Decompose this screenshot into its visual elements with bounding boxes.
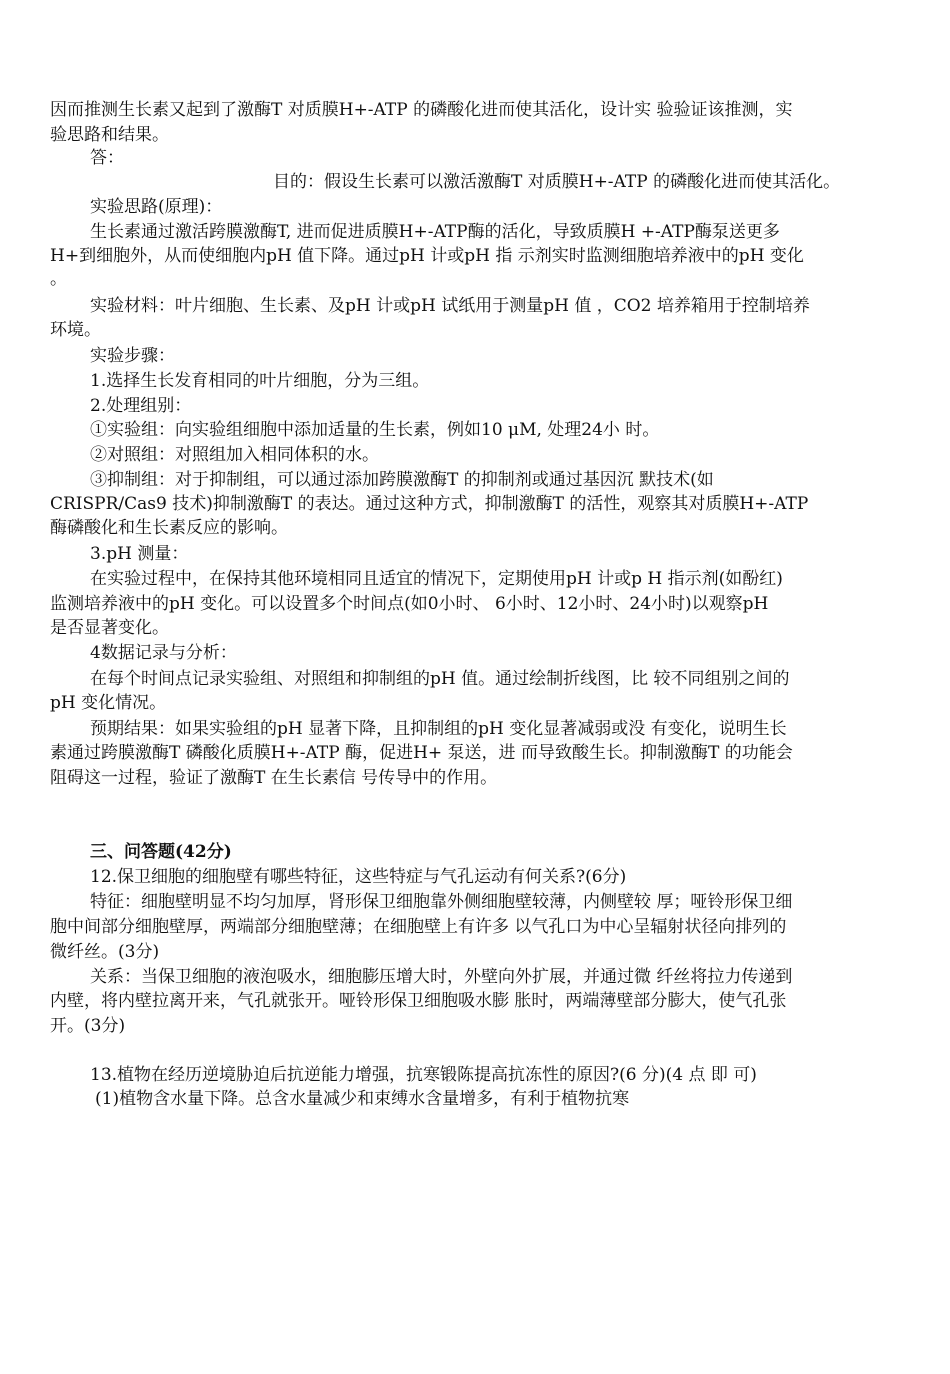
expected-line-2: 素通过跨膜激酶T 磷酸化质膜H+-ATP 酶，促进H+ 泵送，进 而导致酸生长。抑制激酶T 的功能会 — [50, 743, 793, 763]
step-2: 2.处理组别： — [90, 396, 192, 416]
q12-features-line-1: 特征：细胞壁明显不均匀加厚，肾形保卫细胞靠外侧细胞壁较薄，内侧壁较 厚；哑铃形保卫细 — [90, 892, 793, 912]
step-3-line-2: 监测培养液中的pH 变化。可以设置多个时间点(如0小时、 6小时、12小时、24小时)以观察pH — [50, 594, 769, 614]
step-3-line-1: 在实验过程中，在保持其他环境相同且适宜的情况下，定期使用pH 计或p H 指示剂(如酚红) — [90, 569, 783, 589]
expected-line-3: 阻碍这一过程，验证了激酶T 在生长素信 号传导中的作用。 — [50, 768, 498, 788]
q12-features-line-2: 胞中间部分细胞壁厚，两端部分细胞壁薄；在细胞壁上有许多 以气孔口为中心呈辐射状径向排列的 — [50, 917, 787, 937]
intro-line-1: 因而推测生长素又起到了激酶T 对质膜H+-ATP 的磷酸化进而使其活化，设计实 验验证该推测，实 — [50, 100, 793, 120]
step-3-line-3: 是否显著变化。 — [50, 618, 169, 638]
answer-label: 答： — [90, 148, 124, 168]
group-inhibit-line-2: CRISPR/Cas9 技术)抑制激酶T 的表达。通过这种方式，抑制激酶T 的活性，观察其对质膜H+-ATP — [50, 494, 809, 514]
group-control: ②对照组：对照组加入相同体积的水。 — [90, 445, 379, 465]
q12-relation-line-3: 开。(3分) — [50, 1016, 126, 1036]
purpose-line: 目的：假设生长素可以激活激酶T 对质膜H+-ATP 的磷酸化进而使其活化。 — [273, 172, 841, 192]
group-inhibit-line-1: ③抑制组：对于抑制组，可以通过添加跨膜激酶T 的抑制剂或通过基因沉 默技术(如 — [90, 470, 714, 490]
intro-line-2: 验思路和结果。 — [50, 125, 169, 145]
principle-heading: 实验思路(原理)： — [90, 197, 223, 217]
q12-relation-line-2: 内壁，将内壁拉离开来，气孔就张开。哑铃形保卫细胞吸水膨 胀时，两端薄壁部分膨大，使气孔张 — [50, 991, 787, 1011]
group-experiment: ①实验组：向实验组细胞中添加适量的生长素，例如10 μM, 处理24小 时。 — [90, 420, 660, 440]
group-inhibit-line-3: 酶磷酸化和生长素反应的影响。 — [50, 518, 288, 538]
step-3-heading: 3.pH 测量： — [90, 544, 189, 564]
materials-line-1: 实验材料：叶片细胞、生长素、及pH 计或pH 试纸用于测量pH 值 ，CO2 培养箱用于控制培养 — [90, 296, 810, 316]
q12-features-line-3: 微纤丝。(3分) — [50, 942, 160, 962]
question-12: 12.保卫细胞的细胞壁有哪些特征，这些特症与气孔运动有何关系?(6分) — [90, 867, 627, 887]
expected-line-1: 预期结果：如果实验组的pH 显著下降，且抑制组的pH 变化显著减弱或没 有变化，说明生长 — [90, 719, 787, 739]
materials-line-2: 环境。 — [50, 320, 101, 340]
question-13: 13.植物在经历逆境胁迫后抗逆能力增强，抗寒锻陈提高抗冻性的原因?(6 分)(4 点 即 可) — [90, 1065, 757, 1085]
principle-line-3: 。 — [50, 269, 67, 289]
principle-line-1: 生长素通过激活跨膜激酶T, 进而促进质膜H+-ATP酶的活化，导致质膜H +-ATP酶泵送更多 — [90, 222, 780, 242]
step-1: 1.选择生长发育相同的叶片细胞，分为三组。 — [90, 371, 430, 391]
step-4-heading: 4数据记录与分析： — [90, 643, 237, 663]
step-4-line-1: 在每个时间点记录实验组、对照组和抑制组的pH 值。通过绘制折线图，比 较不同组别之间的 — [90, 669, 790, 689]
section-3-title: 三、问答题(42分) — [90, 842, 232, 862]
principle-line-2: H+到细胞外，从而使细胞内pH 值下降。通过pH 计或pH 指 示剂实时监测细胞培养液中的pH 变化 — [50, 246, 804, 266]
steps-heading: 实验步骤： — [90, 346, 175, 366]
q13-answer-1: (1)植物含水量下降。总含水量减少和束缚水含量增多，有利于植物抗寒 — [95, 1089, 630, 1109]
step-4-line-2: pH 变化情况。 — [50, 693, 167, 713]
q12-relation-line-1: 关系：当保卫细胞的液泡吸水，细胞膨压增大时，外壁向外扩展，并通过微 纤丝将拉力传递到 — [90, 967, 793, 987]
